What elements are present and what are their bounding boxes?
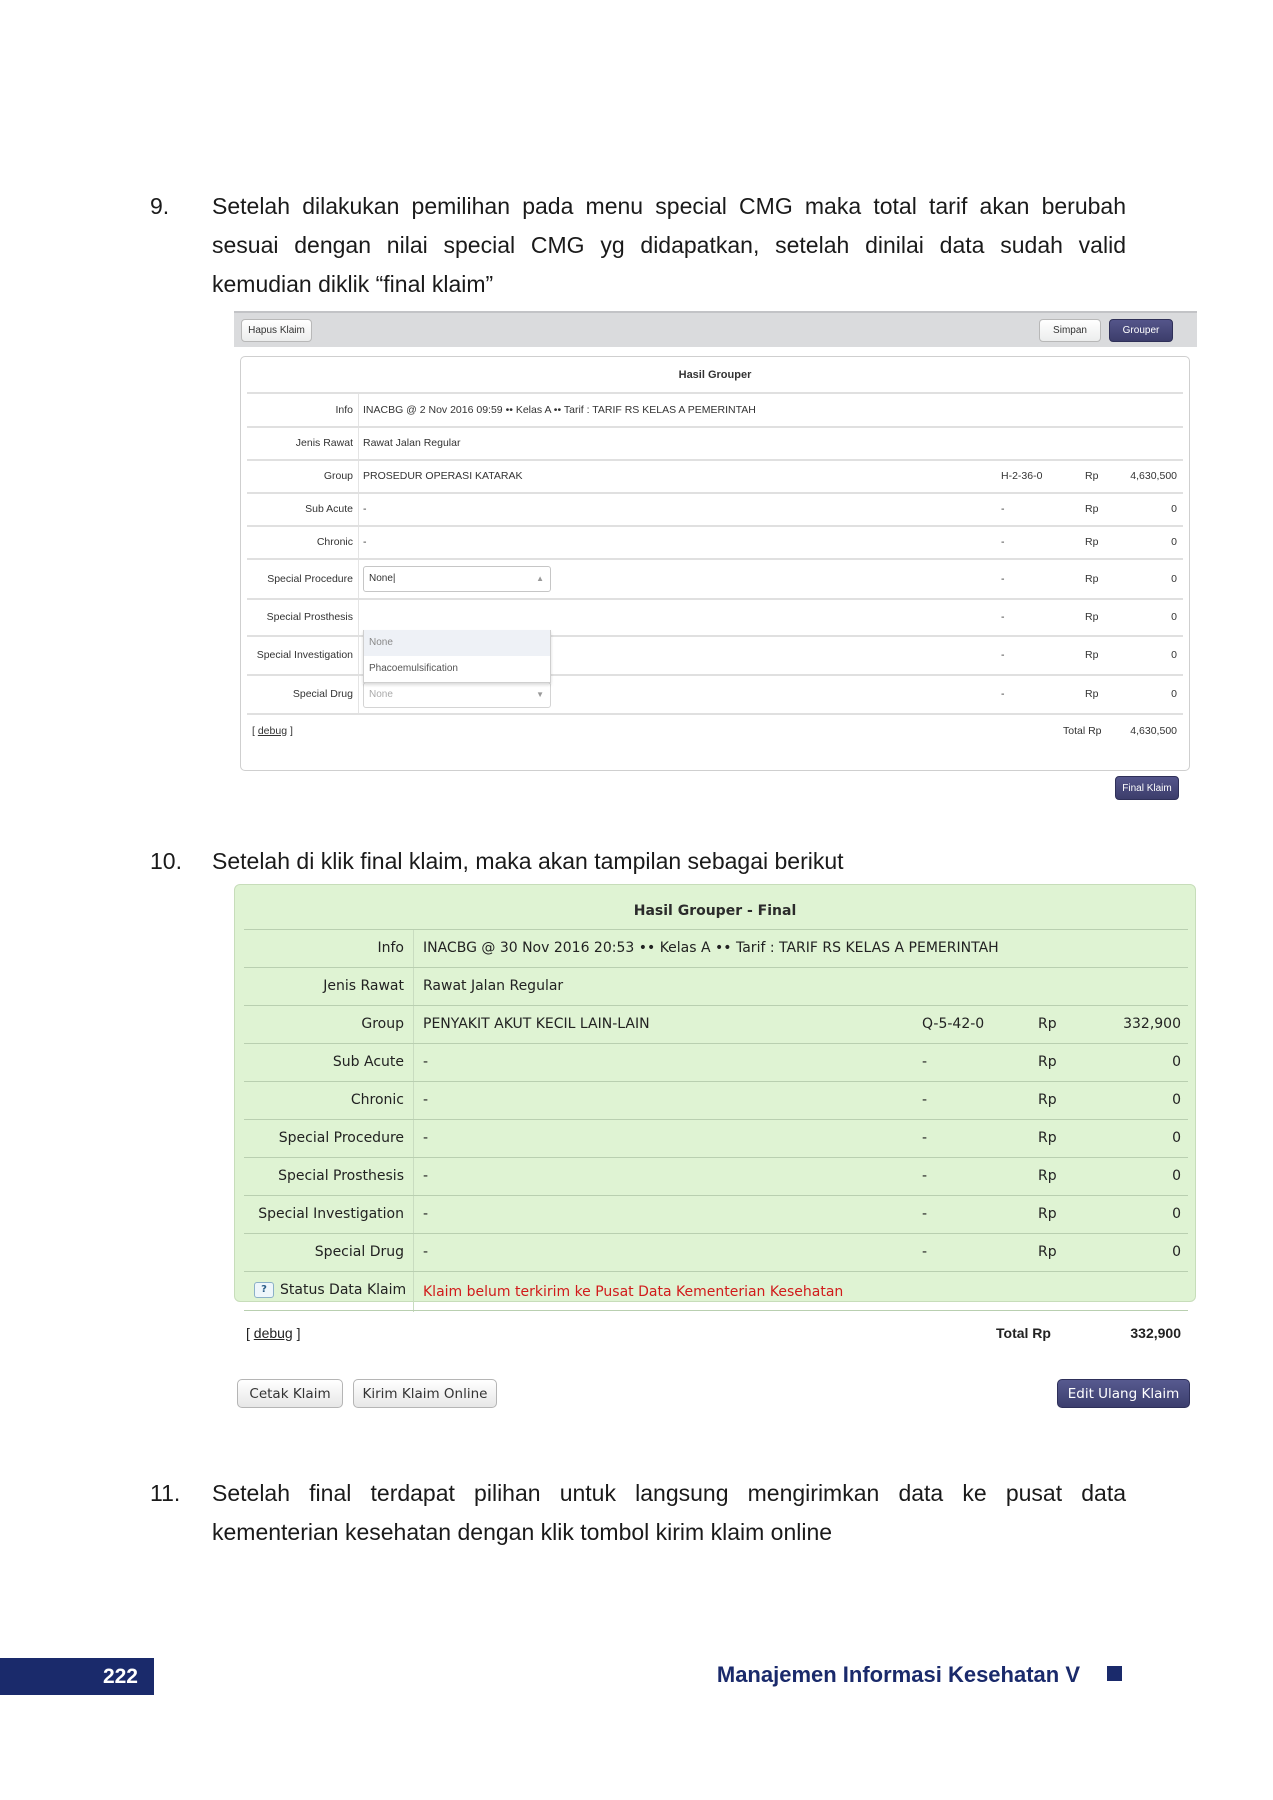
row-code: - (1001, 688, 1005, 700)
row-currency: Rp (1038, 1168, 1057, 1184)
row-value: INACBG @ 30 Nov 2016 20:53 •• Kelas A •• Tarif : TARIF RS KELAS A PEMERINTAH (423, 940, 999, 956)
row-value: INACBG @ 2 Nov 2016 09:59 •• Kelas A •• Tarif : TARIF RS KELAS A PEMERINTAH (363, 404, 756, 416)
hasil-grouper-panel (240, 356, 1190, 771)
row-amount: 0 (1171, 503, 1177, 515)
row-chronic (247, 525, 1183, 558)
row-amount: 0 (1171, 611, 1177, 623)
row-label: Special Procedure (278, 1130, 404, 1146)
row-label: Group (361, 1016, 404, 1032)
final-klaim-button[interactable]: Final Klaim (1115, 776, 1179, 800)
row-code: - (922, 1168, 928, 1184)
row-amount: 0 (1171, 536, 1177, 548)
row-sub-acute (247, 492, 1183, 525)
footer-title: Manajemen Informasi Kesehatan V (716, 1662, 1080, 1687)
row-special-drug (244, 1233, 1188, 1271)
row-label: Group (323, 470, 353, 482)
row-jenis-rawat (244, 967, 1188, 1005)
row-code: - (922, 1206, 928, 1222)
row-label: Special Investigation (258, 1206, 404, 1222)
row-code: - (922, 1130, 928, 1146)
step-text: Setelah final terdapat pilihan untuk langsung mengirimkan data ke pusat data kementerian kesehatan dengan klik tombol kirim klaim online (212, 1480, 1126, 1545)
step-text: Setelah dilakukan pemilihan pada menu special CMG maka total tarif akan berubah sesuai dengan nilai special CMG yg didapatkan, setelah dinilai data sudah valid kemudian diklik “final klaim” (212, 193, 1126, 297)
grouper-button[interactable]: Grouper (1109, 319, 1173, 342)
debug-link-wrap: [ debug ] (252, 725, 293, 737)
panel-title: Hasil Grouper - Final (633, 903, 797, 919)
row-value: - (363, 536, 367, 548)
row-value: - (423, 1168, 429, 1184)
row-info (247, 392, 1183, 426)
row-amount: 0 (1171, 688, 1177, 700)
row-value: - (423, 1130, 429, 1146)
page-number: 222 (0, 1658, 154, 1695)
total-label: Total Rp (996, 1325, 1051, 1341)
row-code: - (922, 1244, 928, 1260)
row-code: - (922, 1054, 928, 1070)
step-text: Setelah di klik final klaim, maka akan tampilan sebagai berikut (212, 848, 844, 874)
debug-link[interactable]: debug (253, 1325, 293, 1341)
row-special-procedure (247, 558, 1183, 598)
row-currency: Rp (1085, 611, 1099, 623)
step-10 (150, 842, 1126, 882)
special-procedure-select[interactable]: None| ▲ (363, 566, 551, 592)
row-code: - (1001, 649, 1005, 661)
row-amount: 0 (1171, 649, 1177, 661)
hapus-klaim-button[interactable]: Hapus Klaim (241, 319, 312, 342)
row-sub-acute (244, 1043, 1188, 1081)
row-currency: Rp (1038, 1054, 1057, 1070)
step-9 (150, 187, 1126, 307)
row-label: Special Prosthesis (266, 611, 353, 623)
row-label: Sub Acute (305, 503, 353, 515)
row-currency: Rp (1085, 503, 1099, 515)
row-value: - (423, 1244, 429, 1260)
debug-link[interactable]: debug (257, 725, 288, 737)
row-currency: Rp (1038, 1130, 1057, 1146)
row-special-prosthesis (244, 1157, 1188, 1195)
cetak-klaim-button[interactable]: Cetak Klaim (237, 1379, 343, 1408)
panel-title: Hasil Grouper (678, 369, 752, 381)
row-code: - (1001, 573, 1005, 585)
special-procedure-dropdown (363, 630, 551, 683)
row-label: Info (377, 940, 404, 956)
row-code: - (1001, 503, 1005, 515)
row-currency: Rp (1038, 1092, 1057, 1108)
row-label: Chronic (316, 536, 353, 548)
edit-ulang-klaim-button[interactable]: Edit Ulang Klaim (1057, 1379, 1190, 1408)
row-label: Special Prosthesis (278, 1168, 404, 1184)
row-value: - (423, 1206, 429, 1222)
dropdown-option[interactable]: None (364, 630, 550, 656)
total-amount: 332,900 (1130, 1325, 1181, 1341)
kirim-klaim-online-button[interactable]: Kirim Klaim Online (353, 1379, 497, 1408)
final-grouper-screenshot (234, 884, 1196, 1302)
total-amount: 4,630,500 (1130, 725, 1177, 737)
row-currency: Rp (1038, 1016, 1057, 1032)
row-amount: 0 (1172, 1168, 1181, 1184)
row-label: Status Data Klaim (280, 1282, 407, 1298)
row-value: Rawat Jalan Regular (363, 437, 461, 449)
row-special-procedure (244, 1119, 1188, 1157)
row-amount: 0 (1172, 1092, 1181, 1108)
status-value: Klaim belum terkirim ke Pusat Data Kementerian Kesehatan (423, 1284, 844, 1300)
row-special-investigation (244, 1195, 1188, 1233)
row-total (244, 1310, 1188, 1358)
row-amount: 332,900 (1123, 1016, 1181, 1032)
row-label: Info (335, 404, 353, 416)
footer-square (1107, 1666, 1122, 1681)
step-number: 9. (150, 193, 170, 219)
toolbar (234, 311, 1197, 347)
row-label: Jenis Rawat (295, 437, 353, 449)
row-value: PROSEDUR OPERASI KATARAK (363, 470, 523, 482)
row-total (247, 713, 1183, 753)
row-currency: Rp (1085, 470, 1099, 482)
dropdown-option[interactable]: Phacoemulsification (369, 663, 458, 674)
row-currency: Rp (1038, 1206, 1057, 1222)
row-currency: Rp (1038, 1244, 1057, 1260)
row-currency: Rp (1085, 573, 1099, 585)
row-amount: 0 (1172, 1206, 1181, 1222)
row-label: Special Drug (292, 688, 353, 700)
row-status-data-klaim (244, 1271, 1188, 1311)
row-value: PENYAKIT AKUT KECIL LAIN-LAIN (423, 1016, 650, 1032)
chevron-up-icon: ▲ (536, 574, 544, 583)
chevron-down-icon: ▼ (536, 690, 544, 699)
row-amount: 0 (1172, 1054, 1181, 1070)
row-label: Special Drug (314, 1244, 404, 1260)
row-currency: Rp (1085, 649, 1099, 661)
select-value: None (369, 689, 393, 700)
row-value: - (423, 1054, 429, 1070)
row-group (244, 1005, 1188, 1043)
row-currency: Rp (1085, 688, 1099, 700)
row-value: Rawat Jalan Regular (423, 978, 564, 994)
status-label-wrap (254, 1282, 406, 1298)
row-info (244, 929, 1188, 967)
row-amount: 0 (1172, 1244, 1181, 1260)
row-label: Special Investigation (256, 649, 353, 661)
row-currency: Rp (1085, 536, 1099, 548)
row-amount: 0 (1171, 573, 1177, 585)
row-chronic (244, 1081, 1188, 1119)
help-icon[interactable]: ? (254, 1282, 274, 1298)
row-code: - (922, 1092, 928, 1108)
total-label: Total Rp (1063, 725, 1102, 737)
row-label: Special Procedure (267, 573, 353, 585)
special-drug-select[interactable] (363, 682, 551, 708)
step-number: 11. (150, 1480, 181, 1506)
debug-link-wrap: [ debug ] (246, 1325, 301, 1341)
grouper-screenshot (234, 311, 1197, 803)
row-value: - (363, 503, 367, 515)
step-number: 10. (150, 848, 182, 874)
row-code: - (1001, 536, 1005, 548)
select-value: None (369, 573, 393, 584)
row-amount: 4,630,500 (1130, 470, 1177, 482)
row-value: - (423, 1092, 429, 1108)
row-code: Q-5-42-0 (922, 1016, 985, 1032)
row-amount: 0 (1172, 1130, 1181, 1146)
row-jenis-rawat (247, 426, 1183, 459)
row-label: Sub Acute (332, 1054, 404, 1070)
row-label: Jenis Rawat (323, 978, 404, 994)
simpan-button[interactable]: Simpan (1039, 319, 1101, 342)
row-label: Chronic (350, 1092, 404, 1108)
row-code: - (1001, 611, 1005, 623)
step-11 (150, 1474, 1126, 1554)
row-code: H-2-36-0 (1001, 470, 1043, 482)
row-group (247, 459, 1183, 492)
